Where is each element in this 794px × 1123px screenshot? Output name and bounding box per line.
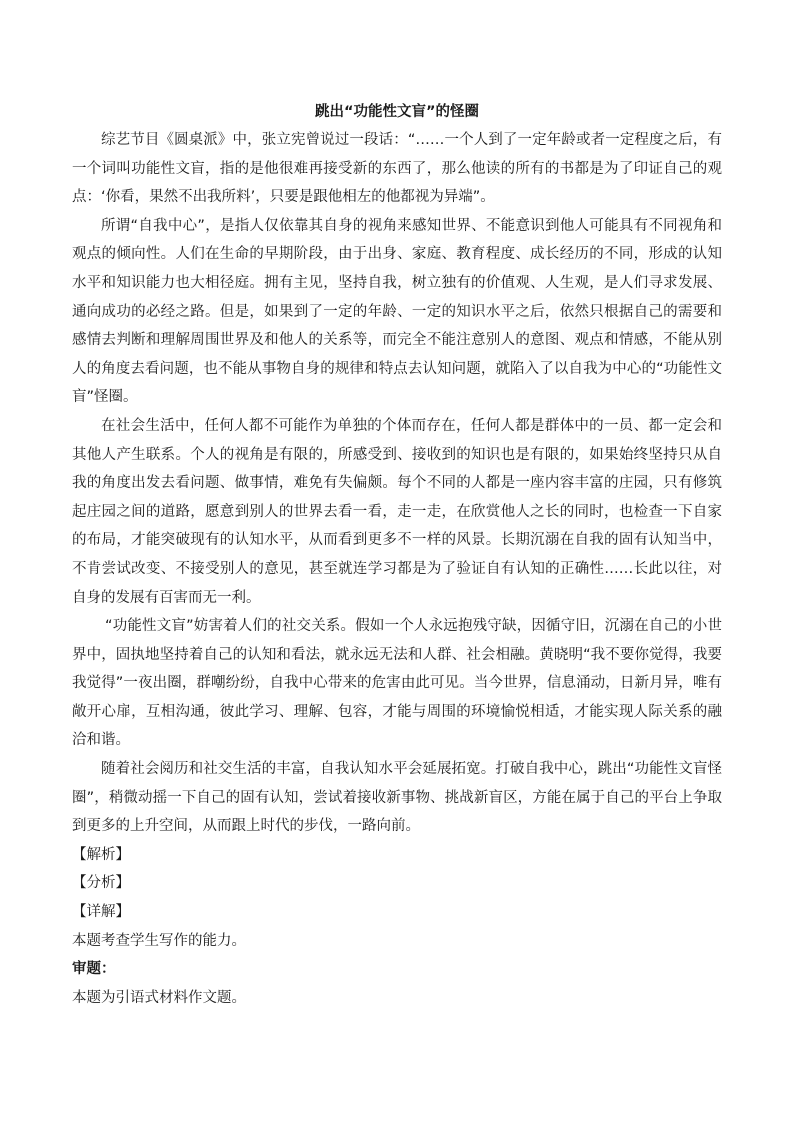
shenti-label: 审题：: [72, 961, 116, 978]
shenti-text: 本题为引语式材料作文题。: [72, 989, 246, 1006]
paragraph-1: 综艺节目《圆桌派》中，张立宪曾说过一段话：“……一个人到了一定年龄或者一定程度之后，有一个词叫功能性文盲，指的是他很难再接受新的东西了，那么他读的所有的书都是为了印证自己的观点：‘你看，果然不出我所料’，只要是跟他相左的他都视为异端”。: [72, 132, 722, 206]
paragraph-5: 随着社会阅历和社交生活的丰富，自我认知水平会延展拓宽。打破自我中心，跳出“功能性文盲怪圈”，稍微动摇一下自己的固有认知，尝试着接收新事物、挑战新盲区，方能在属于自己的平台上争取到更多的上升空间，从而跟上时代的步伐，一路向前。: [72, 761, 722, 835]
detail-text: 本题考查学生写作的能力。: [72, 932, 246, 949]
paragraph-3: 在社会生活中，任何人都不可能作为单独的个体而存在，任何人都是群体中的一员、都一定会和其他人产生联系。个人的视角是有限的，所感受到、接收到的知识也是有限的，如果始终坚持只从自我的角度出发去看问题、做事情，难免有失偏颇。每个不同的人都是一座内容丰富的庄园，只有修筑起庄园之间的道路，愿意到别人的世界去看一看，走一走，在欣赏他人之长的同时，也检查一下自家的布局，才能突破现有的认知水平，从而看到更多不一样的风景。长期沉溺在自我的固有认知当中，不肯尝试改变、不接受别人的意见，甚至就连学习都是为了验证自有认知的正确性……长此以往，对自身的发展有百害而无一利。: [72, 417, 722, 606]
paragraph-4: “功能性文盲”妨害着人们的社交关系。假如一个人永远抱残守缺，因循守旧，沉溺在自己的小世界中，固执地坚持着自己的认知和看法，就永远无法和人群、社会相融。黄晓明“我不要你觉得，我要我觉得”一夜出圈，群嘲纷纷，自我中心带来的危害由此可见。当今世界，信息涌动，日新月异，唯有敞开心扉，互相沟通，彼此学习、理解、包容，才能与周围的环境愉悦相适，才能实现人际关系的融洽和谐。: [72, 618, 722, 749]
fenxi-heading: 【分析】: [72, 875, 130, 892]
paragraph-2: 所谓“自我中心”，是指人仅依靠其自身的视角来感知世界、不能意识到他人可能具有不同视角和观点的倾向性。人们在生命的早期阶段，由于出身、家庭、教育程度、成长经历的不同，形成的认知水平和知识能力也大相径庭。拥有主见，坚持自我，树立独有的价值观、人生观，是人们寻求发展、通向成功的必经之路。但是，如果到了一定的年龄、一定的知识水平之后，依然只根据自己的需要和感情去判断和理解周围世界及和他人的关系等，而完全不能注意别人的意图、观点和情感，不能从别人的角度去看问题，也不能从事物自身的规律和特点去认知问题，就陷入了以自我为中心的“功能性文盲”怪圈。: [72, 217, 722, 406]
analysis-heading: 【解析】: [72, 846, 130, 863]
document-page: [72, 98, 722, 1012]
essay-title: 跳出“功能性文盲”的怪圈: [314, 104, 480, 120]
detail-heading: 【详解】: [72, 904, 130, 921]
